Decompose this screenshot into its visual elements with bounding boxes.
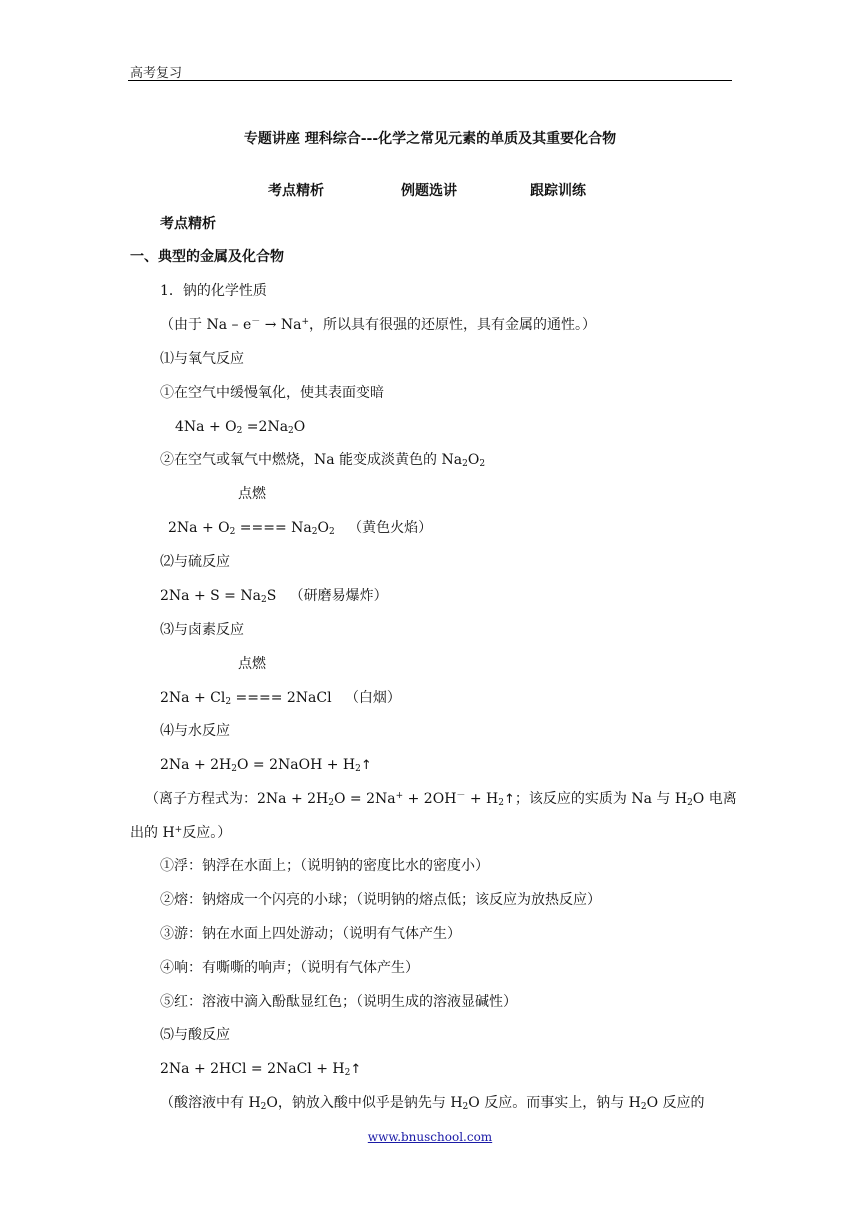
item-oxygen-2: ②在空气或氧气中燃烧，Na 能变成淡黄色的 $Na_2O_2$ <box>160 452 486 469</box>
acid-note-mid: O，钠放入酸中似乎是钠先与 H <box>266 1095 463 1111</box>
equation-naoh: $2Na + 2H_2O$ = 2NaOH + $H_2↑$ <box>160 757 372 774</box>
intro-post: ，所以具有很强的还原性，具有金属的通性。） <box>309 317 597 333</box>
intro-line <box>160 316 596 334</box>
equation-na2o2: $2Na + O_2$ ==== $Na_2O_2$ （黄色火焰） <box>168 520 433 537</box>
acid-note-pre: （酸溶液中有 H <box>160 1095 261 1111</box>
footer-link[interactable]: www.bnuschool.com <box>367 1130 493 1144</box>
intro-arrow: → Na <box>260 317 302 333</box>
phenomenon-red: ⑤红：溶液中滴入酚酞显红色；（说明生成的溶液显碱性） <box>160 994 517 1010</box>
intro-pre: （由于 Na – e <box>160 317 252 333</box>
header-rule <box>128 80 732 81</box>
ionic-pre: （离子方程式为： <box>145 791 257 807</box>
item-halogen: ⑶与卤素反应 <box>160 622 244 638</box>
note-yellow-flame: （黄色火焰） <box>348 520 433 536</box>
acid-note: （酸溶液中有 $H_2O$，钠放入酸中似乎是钠先与 $H_2O$ 反应。而事实上，钠与 $H_2O$ 反应的 <box>160 1095 705 1112</box>
ionic-equation-line-2: 出的 H+反应。） <box>130 825 232 841</box>
document-title: 专题讲座 理科综合---化学之常见元素的单质及其重要化合物 <box>243 131 617 147</box>
nav-item-examples: 例题选讲 <box>401 183 457 199</box>
condition-ignite-2: 点燃 <box>238 656 266 672</box>
acid-note-mid2: O 反应。而事实上，钠与 H <box>468 1095 641 1111</box>
condition-ignite-1: 点燃 <box>238 486 266 502</box>
item-oxygen-1: ①在空气中缓慢氧化，使其表面变暗 <box>160 385 384 401</box>
ionic-line2-pre: 出的 H <box>130 825 175 841</box>
intro-sup-minus: － <box>251 317 261 327</box>
equation-nacl: $2Na + Cl_2$ ==== 2NaCl （白烟） <box>160 690 401 707</box>
phenomenon-melt: ②熔：钠熔成一个闪亮的小球；（说明钠的熔点低；该反应为放热反应） <box>160 892 601 908</box>
phenomenon-float: ①浮：钠浮在水面上；（说明钠的密度比水的密度小） <box>160 858 489 874</box>
section-nav <box>0 180 860 200</box>
item-oxygen-2-text: ②在空气或氧气中燃烧，Na 能变成淡黄色的 Na <box>160 452 463 468</box>
equation-na2s: $2Na + S = Na_2S$ （研磨易爆炸） <box>160 588 388 605</box>
sub-heading: 1．钠的化学性质 <box>160 283 267 299</box>
equation-hcl: 2Na + 2HCl = 2NaCl + $H_2↑$ <box>160 1061 362 1078</box>
ionic-line2-post: 反应。） <box>182 825 232 841</box>
page-header: 高考复习 <box>130 66 183 81</box>
ionic-post: ；该反应的实质为 Na 与 H <box>514 791 688 807</box>
note-white-smoke: （白烟） <box>344 690 401 706</box>
item-oxygen: ⑴与氧气反应 <box>160 351 244 367</box>
item-sulfur: ⑵与硫反应 <box>160 554 230 570</box>
page-footer <box>0 1130 860 1144</box>
ionic-equation-line-1: （离子方程式为：$2Na + 2H_2O = 2Na^+ + 2OH^-$ + $H_2↑$；该反应的实质为 Na 与 $H_2O$ 电离 <box>145 791 737 808</box>
intro-sup-plus: + <box>301 317 310 327</box>
phenomenon-sound: ④响：有嘶嘶的响声；（说明有气体产生） <box>160 960 419 976</box>
acid-note-post: O 反应的 <box>646 1095 705 1111</box>
nav-item-analysis: 考点精析 <box>268 183 324 199</box>
section-heading: 一、典型的金属及化合物 <box>130 249 284 265</box>
note-grind: （研磨易爆炸） <box>289 588 388 604</box>
section-label: 考点精析 <box>160 216 216 232</box>
nav-item-training: 跟踪训练 <box>530 183 586 199</box>
phenomenon-swim: ③游：钠在水面上四处游动；（说明有气体产生） <box>160 926 461 942</box>
ionic-tail: O 电离 <box>692 791 737 807</box>
item-water: ⑷与水反应 <box>160 723 230 739</box>
item-acid: ⑸与酸反应 <box>160 1027 230 1043</box>
equation-na2o: $4Na + O_2 =2Na_2O$ <box>175 419 306 436</box>
